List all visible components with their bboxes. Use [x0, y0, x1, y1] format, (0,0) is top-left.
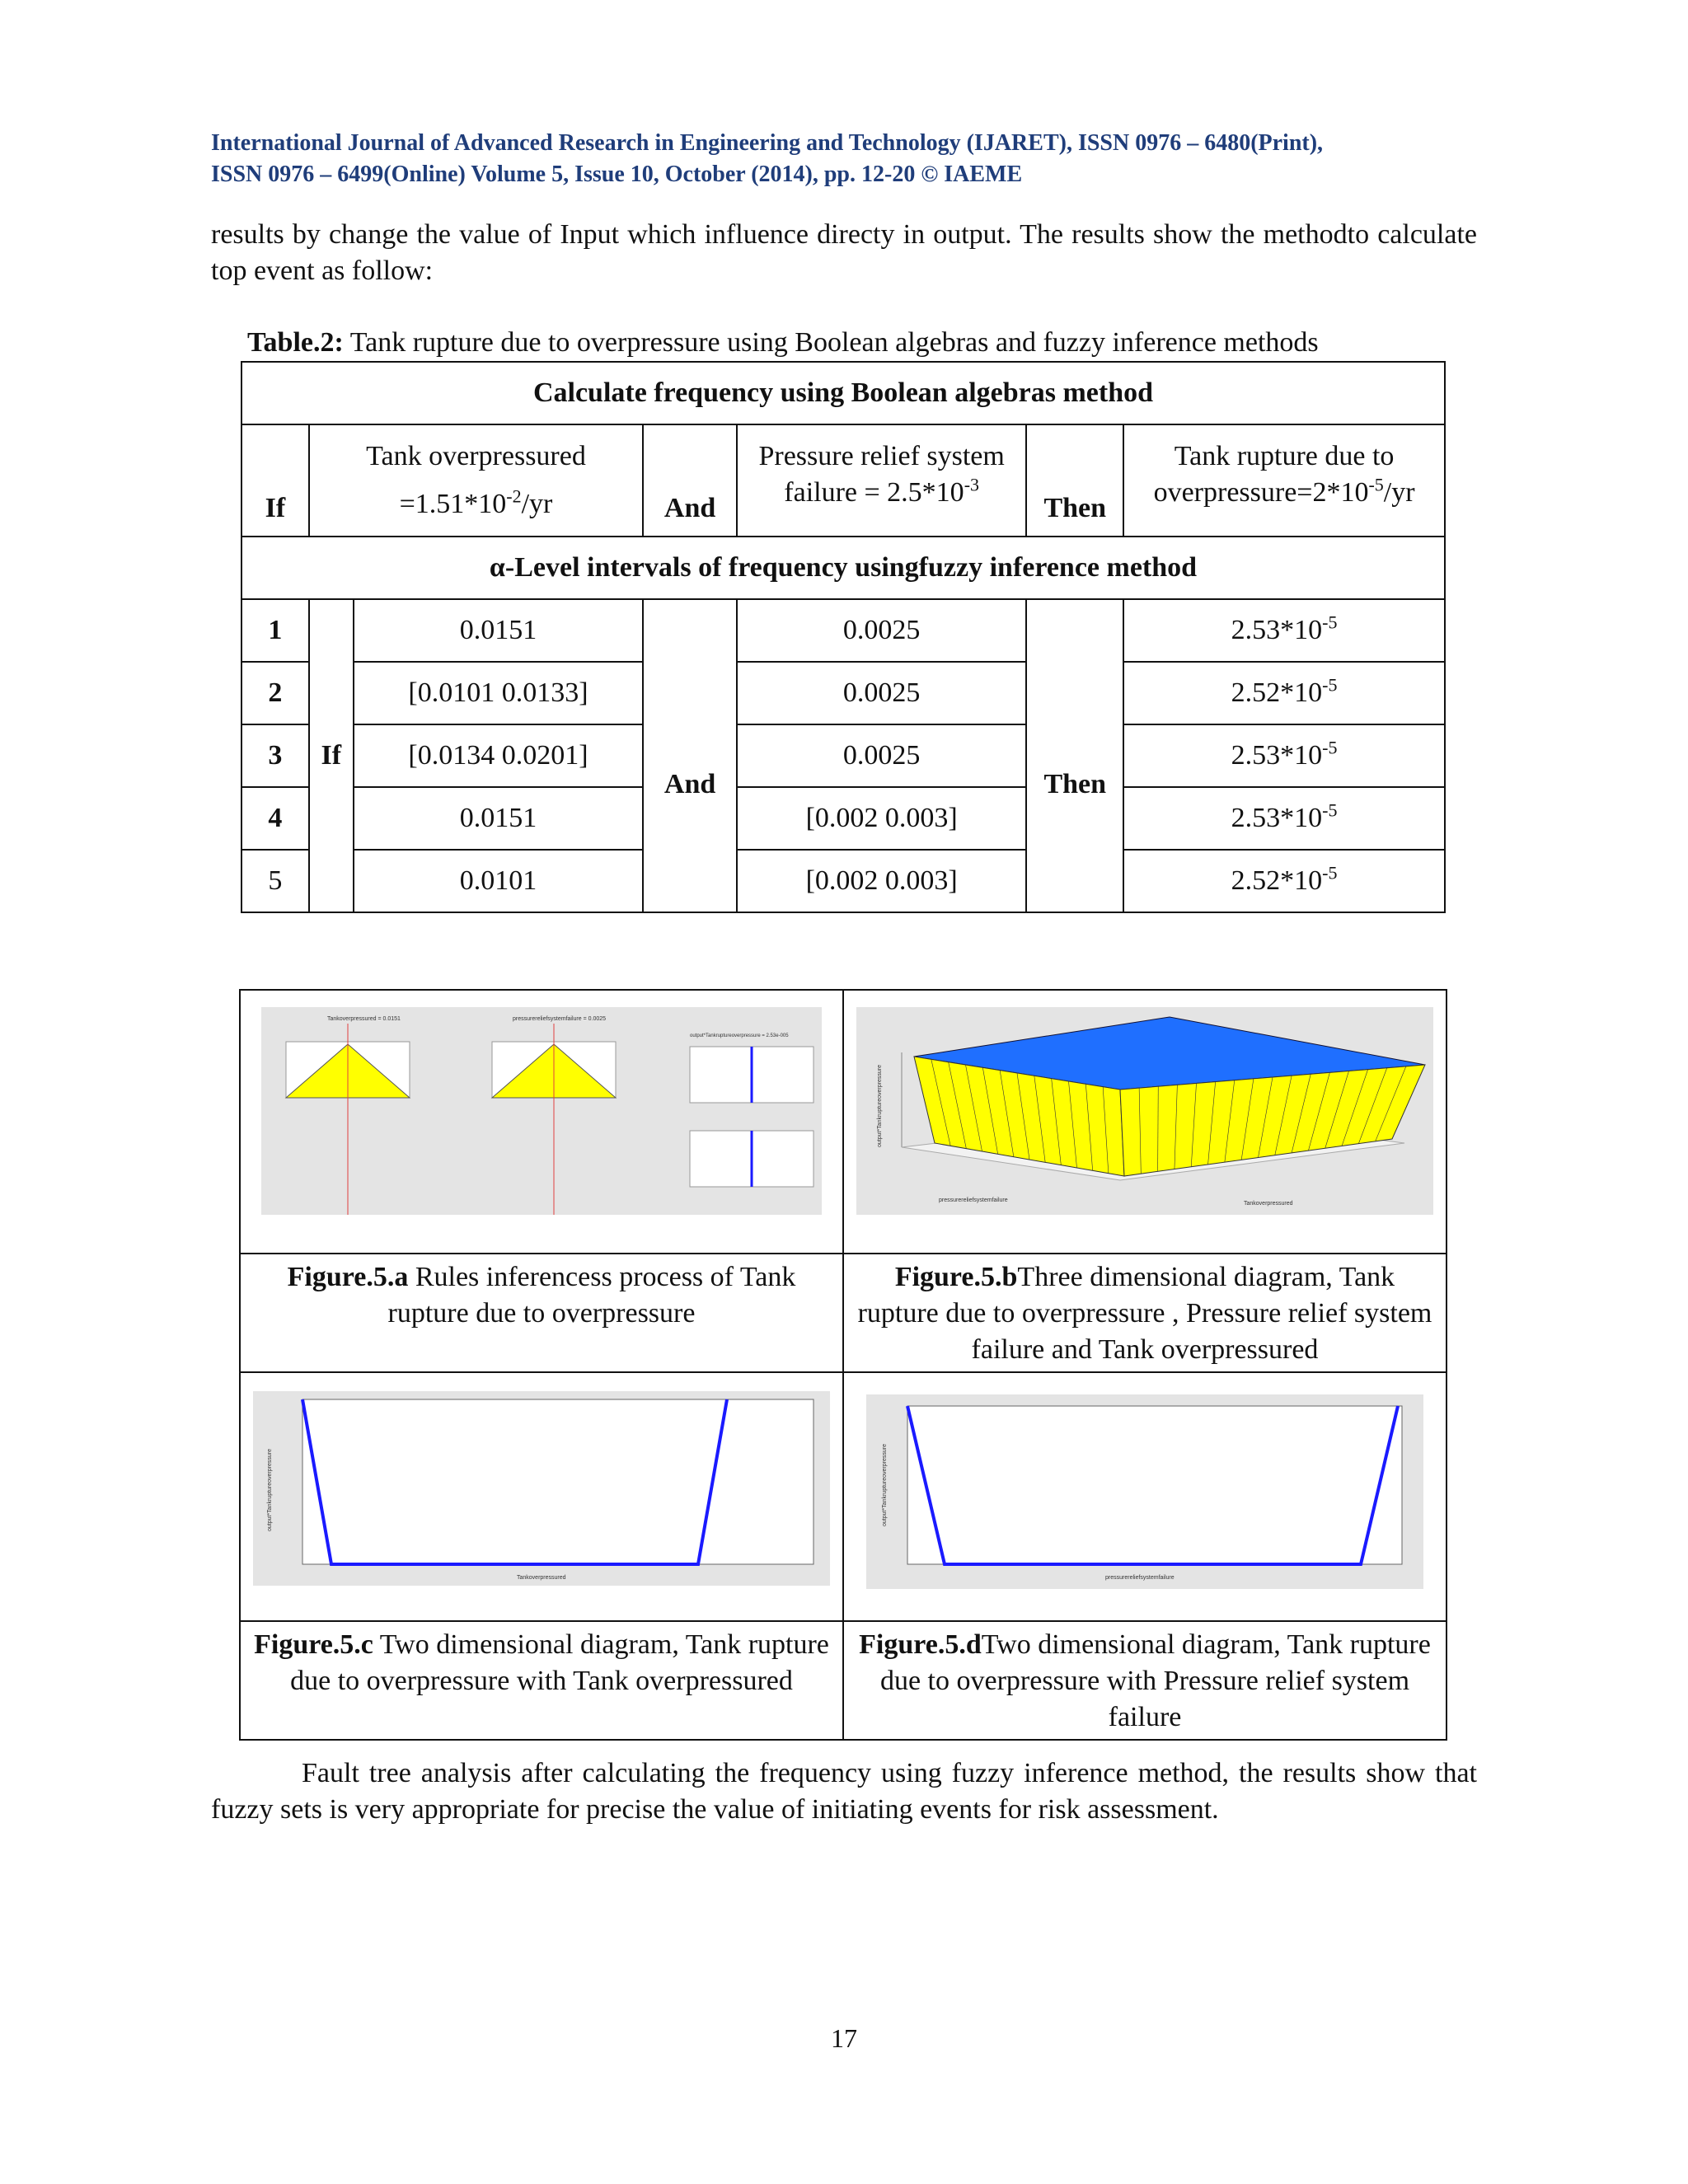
figure-5a-caption: [241, 1254, 842, 1335]
row-rupture-value: [1123, 787, 1445, 850]
figure-5a-caption-cell: [240, 1254, 843, 1372]
boolean-rupture-line2: [1124, 475, 1444, 511]
boolean-relief-line1: Pressure relief system: [758, 441, 1005, 471]
row-rupture-exp: -5: [1322, 674, 1338, 696]
boolean-relief-value: failure = 2.5*10: [784, 477, 964, 508]
figure-5d-caption-cell: [843, 1621, 1447, 1740]
plot-c-ylabel: output*Tankruptureoverpressure: [267, 1448, 273, 1531]
boolean-relief-line2: [738, 475, 1025, 511]
boolean-and: And: [643, 424, 737, 537]
rule-viewer-image: [261, 1007, 822, 1215]
boolean-rupture: [1123, 424, 1445, 537]
row-tank-value: [0.0134 0.0201]: [354, 724, 643, 787]
figure-5c-caption: [241, 1622, 842, 1703]
row-tank-value: 0.0101: [354, 850, 643, 912]
row-relief-value: [0.002 0.003]: [737, 850, 1026, 912]
surface-ylabel: Tankoverpressured: [1244, 1201, 1293, 1207]
boolean-rupture-value: overpressure=2*10: [1153, 477, 1369, 508]
outro-paragraph: Fault tree analysis after calculating the frequency using fuzzy inference method, the results show that fuzzy sets is very appropriate for precise the value of initiating events for risk assessment.: [211, 1758, 1477, 1825]
row-rupture-base: 2.53*10: [1231, 740, 1323, 771]
figure-5b-cell: [843, 990, 1447, 1254]
figure-5c-text: Two dimensional diagram, Tank rupture due to overpressure with Tank overpressured: [290, 1629, 829, 1696]
row-rupture-value: [1123, 599, 1445, 662]
plot-c-xlabel: Tankoverpressured: [517, 1575, 566, 1581]
row-rupture-base: 2.52*10: [1231, 677, 1323, 708]
row-number: 1: [241, 599, 309, 662]
plot-d-ylabel: output*Tankruptureoverpressure: [882, 1443, 888, 1526]
row-rupture-value: [1123, 662, 1445, 724]
rule-viewer-output-title: output*Tankruptureoverpressure = 2.53e-005: [690, 1033, 789, 1038]
journal-header-line2: ISSN 0976 – 6499(Online) Volume 5, Issue 10, October (2014), pp. 12-20 © IAEME: [211, 162, 1023, 187]
row-number: 2: [241, 662, 309, 724]
row-relief-value: 0.0025: [737, 599, 1026, 662]
row-rupture-base: 2.53*10: [1231, 615, 1323, 645]
boolean-relief-failure: [737, 424, 1026, 537]
fuzzy-and: And: [643, 599, 737, 912]
surface-image: [856, 1007, 1433, 1215]
table-caption-text: Tank rupture due to overpressure using Boolean algebras and fuzzy inference methods: [343, 327, 1319, 358]
journal-header: [211, 128, 1480, 190]
surface-zlabel: output*Tankruptureoverpressure: [877, 1064, 883, 1147]
figure-5c-label: Figure.5.c: [254, 1629, 373, 1660]
boolean-rupture-exp: -5: [1368, 474, 1384, 495]
row-relief-value: 0.0025: [737, 724, 1026, 787]
figure-5d-cell: [843, 1372, 1447, 1621]
row-tank-value: 0.0151: [354, 599, 643, 662]
figure-5c-caption-cell: [240, 1621, 843, 1740]
figure-5b-caption: [844, 1254, 1446, 1371]
boolean-header: Calculate frequency using Boolean algebras method: [241, 362, 1445, 424]
boolean-tank-value: =1.51*10: [399, 489, 507, 519]
boolean-then: Then: [1026, 424, 1123, 537]
figure-5a-label: Figure.5.a: [287, 1262, 409, 1292]
boolean-tank-line1: Tank overpressured: [366, 441, 586, 471]
figure-5d-caption: [844, 1622, 1446, 1739]
row-number: 5: [241, 850, 309, 912]
figure-5a-text: Rules inferencess process of Tank rupture due to overpressure: [387, 1262, 796, 1329]
figure-5b-label: Figure.5.b: [894, 1262, 1018, 1292]
row-rupture-exp: -5: [1322, 799, 1338, 821]
row-tank-value: 0.0151: [354, 787, 643, 850]
boolean-tank-unit: /yr: [521, 489, 553, 519]
boolean-rupture-unit: /yr: [1383, 477, 1415, 508]
page-number: 17: [831, 2023, 857, 2053]
boolean-tank-line2: [310, 480, 642, 528]
results-table: [241, 361, 1446, 913]
row-tank-value: [0.0101 0.0133]: [354, 662, 643, 724]
fuzzy-header: α-Level intervals of frequency usingfuzzy inference method: [241, 537, 1445, 599]
row-rupture-exp: -5: [1322, 612, 1338, 633]
plot-c-axes: [302, 1399, 814, 1564]
figure-5a-cell: [240, 990, 843, 1254]
boolean-relief-exp: -3: [964, 474, 980, 495]
row-rupture-exp: -5: [1322, 862, 1338, 883]
boolean-tank-overpressured: [309, 424, 643, 537]
plot-d-axes: [907, 1406, 1402, 1564]
figure-5d-label: Figure.5.d: [859, 1629, 982, 1660]
table-caption-label: Table.2:: [247, 327, 344, 358]
figure-5b-caption-cell: [843, 1254, 1447, 1372]
rule-viewer-input1-title: Tankoverpressured = 0.0151: [327, 1016, 401, 1022]
row-relief-value: [0.002 0.003]: [737, 787, 1026, 850]
fuzzy-if: If: [309, 599, 354, 912]
row-rupture-value: [1123, 850, 1445, 912]
plot-relief-image: [866, 1394, 1423, 1589]
table-caption: [247, 327, 1451, 359]
row-rupture-value: [1123, 724, 1445, 787]
row-rupture-base: 2.53*10: [1231, 803, 1323, 833]
boolean-tank-exp: -2: [506, 485, 522, 507]
figure-5d-text: Two dimensional diagram, Tank rupture due to overpressure with Pressure relief system failure: [879, 1629, 1431, 1732]
row-relief-value: 0.0025: [737, 662, 1026, 724]
boolean-if: If: [241, 424, 309, 537]
row-rupture-base: 2.52*10: [1231, 865, 1323, 896]
figures-table: [239, 989, 1447, 1741]
surface-xlabel: pressurereliefsystemfailure: [939, 1197, 1008, 1203]
journal-header-line1: International Journal of Advanced Research in Engineering and Technology (IJARET), ISSN 0976 – 6480(Print),: [211, 130, 1324, 156]
rule-viewer-input2-title: pressurereliefsystemfailure = 0.0025: [513, 1016, 607, 1022]
figure-5b-text: Three dimensional diagram, Tank rupture due to overpressure , Pressure relief system failure and Tank overpressured: [857, 1262, 1432, 1365]
boolean-rupture-line1: Tank rupture due to: [1174, 441, 1395, 471]
row-number: 4: [241, 787, 309, 850]
plot-tank-image: [253, 1391, 830, 1586]
plot-d-xlabel: pressurereliefsystemfailure: [1105, 1575, 1175, 1581]
row-number: 3: [241, 724, 309, 787]
fuzzy-then: Then: [1026, 599, 1123, 912]
figure-5c-cell: [240, 1372, 843, 1621]
row-rupture-exp: -5: [1322, 737, 1338, 758]
intro-paragraph: results by change the value of Input which influence directy in output. The results show the methodto calculate top event as follow:: [211, 219, 1477, 286]
